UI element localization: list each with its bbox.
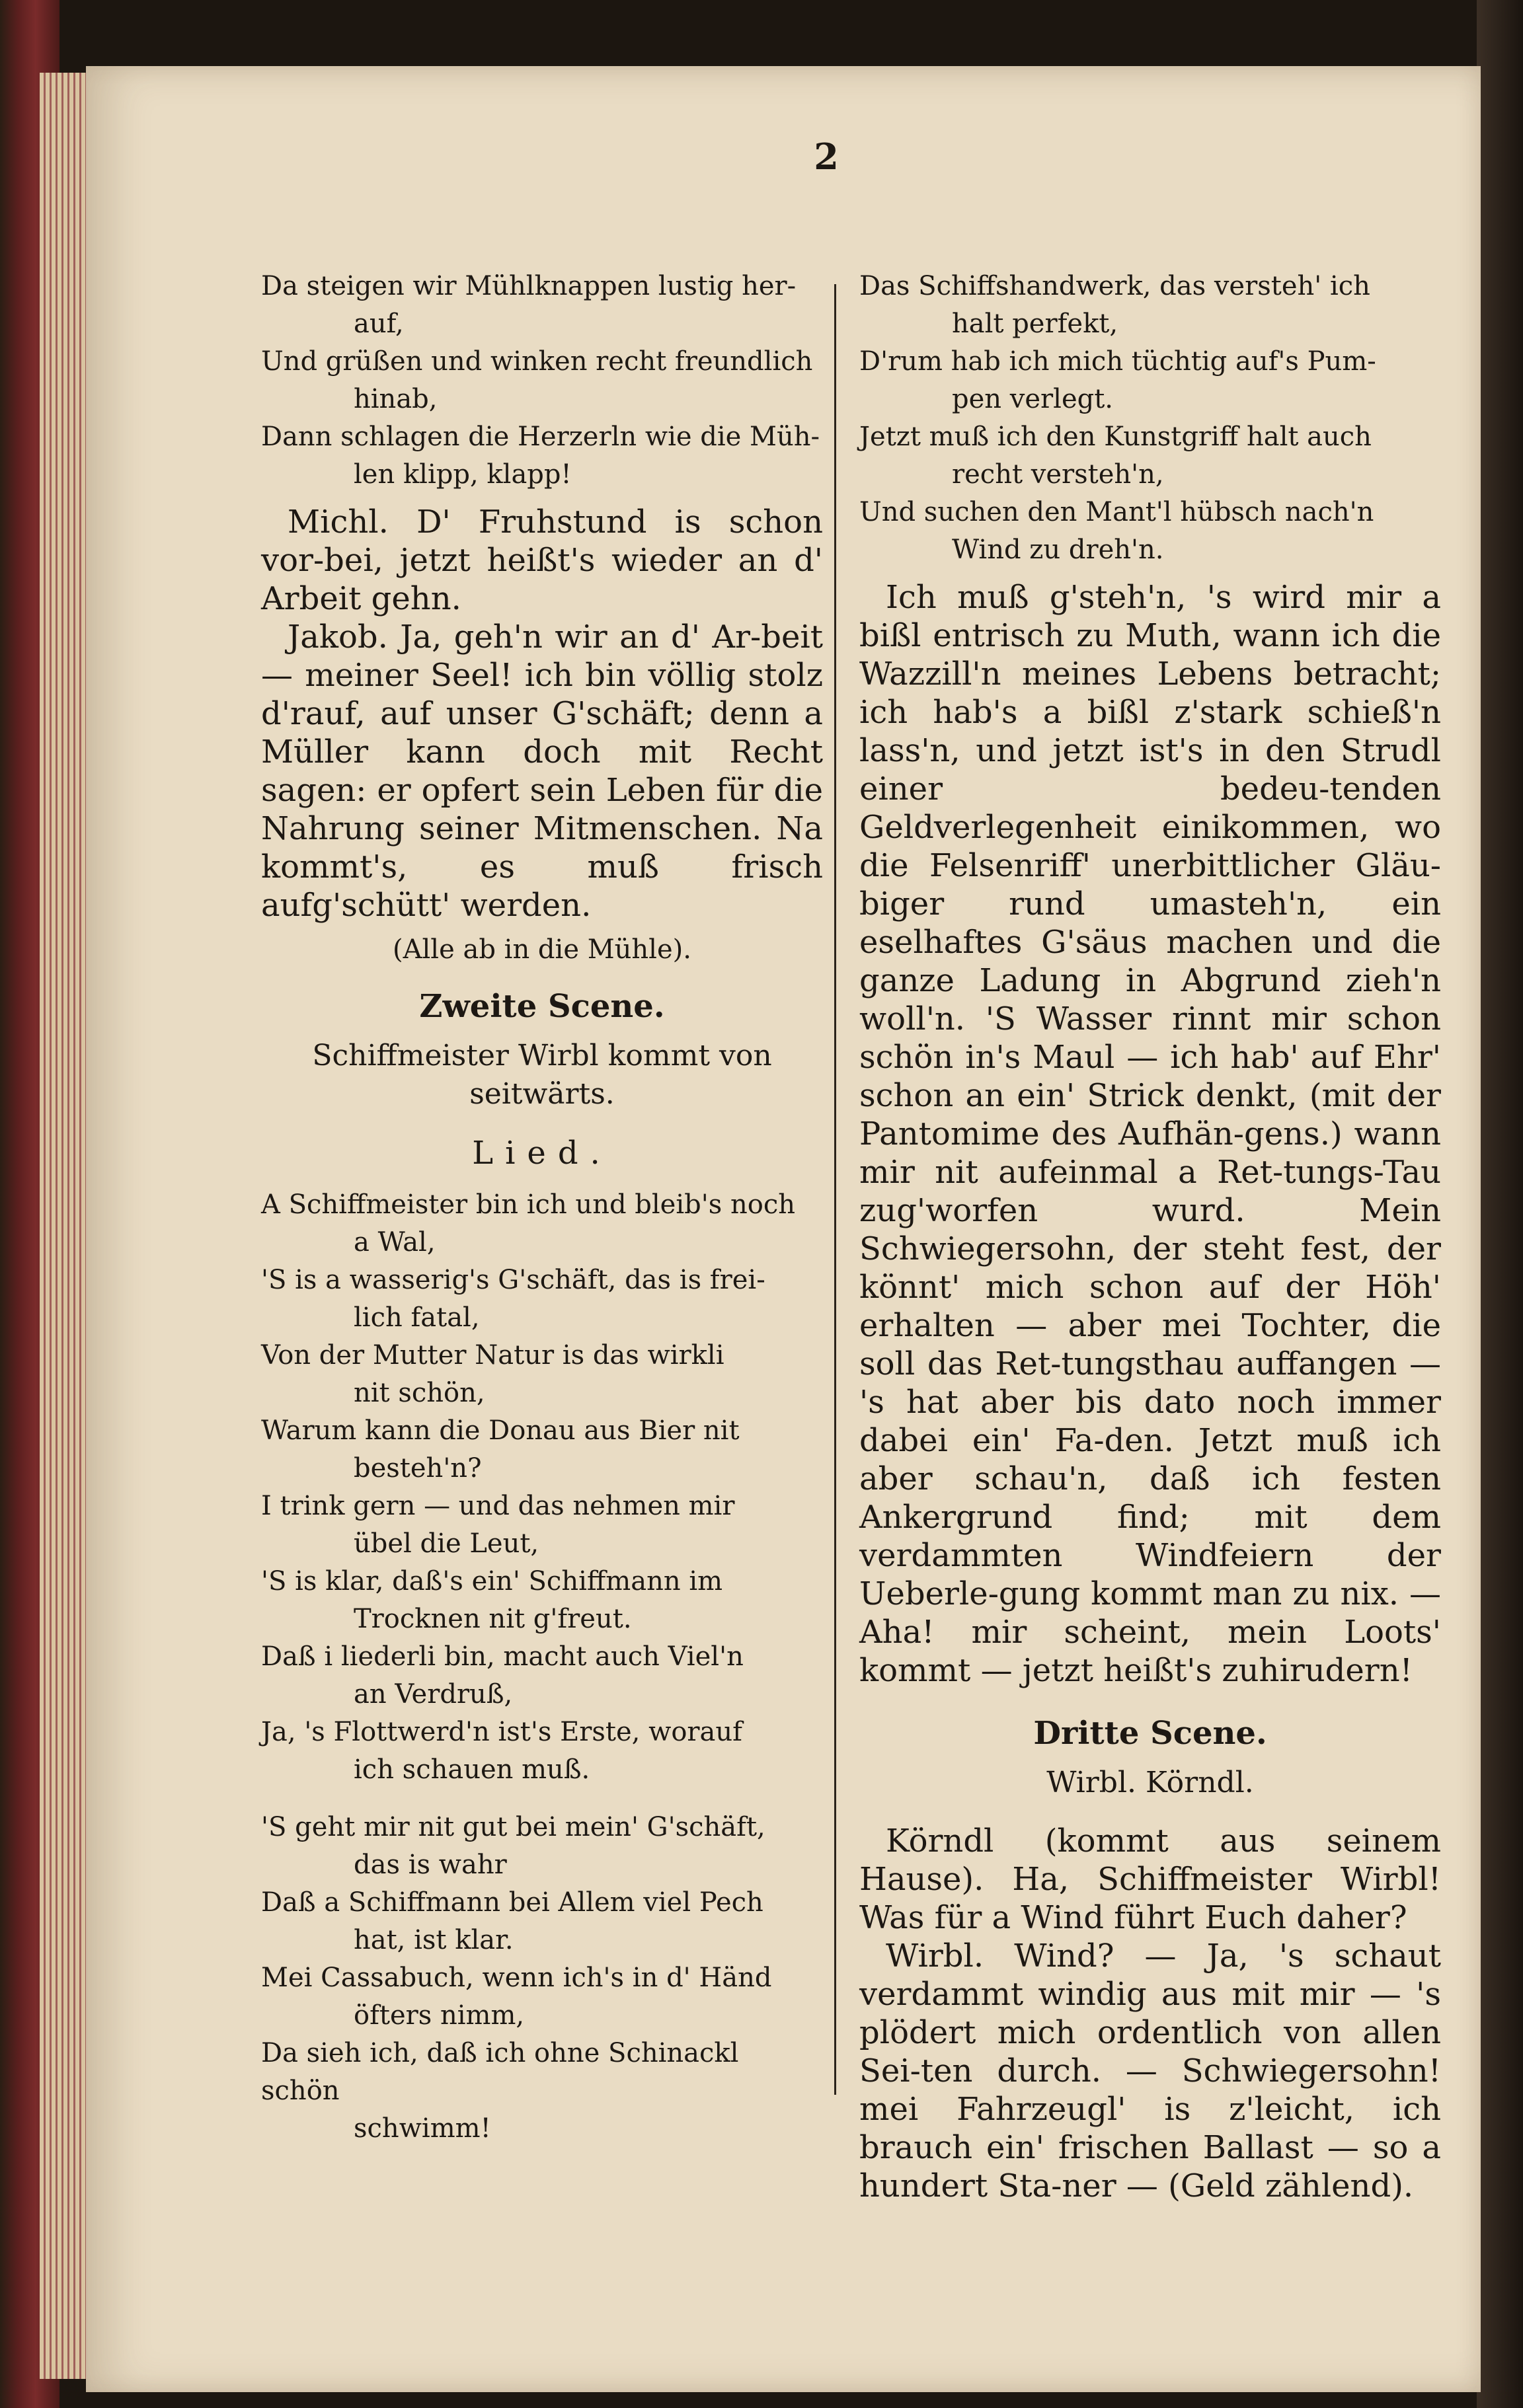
dialog-michl: Michl. D' Fruhstund is schon vor-bei, jetzt heißt's wieder an d' Arbeit gehn. — [261, 504, 823, 617]
dialog-wirbl: Wirbl. Wind? — Ja, 's schaut verdammt windig aus mit mir — 's plödert mich ordentlich von allen Sei-ten durch. — Schwiegersohn! mei Fahrzeugl' is z'leicht, ich brauch ein' frischen Ballast — so a hundert Sta-ner — (Geld zählend). — [859, 1938, 1441, 2204]
verse-block — [261, 268, 823, 494]
verse-line: Von der Mutter Natur is das wirkli — [261, 1340, 724, 1371]
scene-title: Zweite Scene. — [419, 988, 665, 1025]
verse-line: Warum kann die Donau aus Bier nit — [261, 1415, 740, 1446]
scene-characters: Wirbl. Körndl. — [1046, 1766, 1254, 1799]
verse-line: Jetzt muß ich den Kunstgriff halt auch — [859, 422, 1372, 452]
verse-line: 'S geht mir nit gut bei mein' G'schäft, — [261, 1812, 765, 1842]
verse-line: Da sieh ich, daß ich ohne Schinackl schön — [261, 2038, 739, 2106]
verse-line: A Schiffmeister bin ich und bleib's noch — [261, 1189, 795, 1220]
verse-line: 'S is klar, daß's ein' Schiffmann im — [261, 1566, 723, 1597]
verse-line: D'rum hab ich mich tüchtig auf's Pum- — [859, 346, 1376, 377]
verse-line: Da steigen wir Mühlknappen lustig her- — [261, 271, 797, 301]
verse-line: nit schön, — [354, 1378, 485, 1408]
verse-line: an Verdruß, — [354, 1679, 513, 1710]
verse-line: 'S is a wasserig's G'schäft, das is frei- — [261, 1265, 765, 1295]
dialog-jakob: Jakob. Ja, geh'n wir an d' Ar-beit — meiner Seel! ich bin völlig stolz d'rauf, auf unser G'schäft; denn a Müller kann doch mit Recht sagen: er opfert sein Leben für die Nahrung seiner Mitmenschen. Na kommt's, es muß frisch aufg'schütt' werden. — [261, 619, 823, 924]
stage-direction: (Alle ab in die Mühle). — [393, 934, 691, 965]
verse-line: Wind zu dreh'n. — [952, 535, 1164, 565]
verse-line: öfters nimm, — [354, 2000, 525, 2031]
page-edges — [40, 73, 93, 2379]
verse-line: len klipp, klapp! — [354, 459, 572, 490]
verse-line: I trink gern — und das nehmen mir — [261, 1491, 735, 1521]
song-title: Lied. — [472, 1135, 612, 1172]
dialog-koerndl: Körndl (kommt aus seinem Hause). Ha, Schiffmeister Wirbl! Was für a Wind führt Euch daher? — [859, 1823, 1441, 1936]
verse-line: übel die Leut, — [354, 1528, 539, 1559]
verse-block — [261, 1186, 823, 1789]
column-divider — [834, 284, 836, 2095]
verse-line: a Wal, — [354, 1227, 436, 1258]
verse-line: Das Schiffshandwerk, das versteh' ich — [859, 271, 1370, 301]
verse-line: Mei Cassabuch, wenn ich's in d' Händ — [261, 1963, 772, 1993]
verse-line: auf, — [354, 309, 404, 339]
verse-line: hat, ist klar. — [354, 1925, 514, 1955]
verse-block — [261, 1809, 823, 2148]
left-column — [261, 268, 823, 2148]
verse-block — [859, 268, 1441, 569]
verse-line: schwimm! — [354, 2113, 491, 2144]
verse-line: das is wahr — [354, 1850, 507, 1880]
verse-line: Daß i liederli bin, macht auch Viel'n — [261, 1641, 744, 1672]
verse-line: Trocknen nit g'freut. — [354, 1604, 632, 1634]
verse-line: hinab, — [354, 384, 438, 414]
verse-line: lich fatal, — [354, 1302, 480, 1333]
verse-line: Und suchen den Mant'l hübsch nach'n — [859, 497, 1374, 527]
verse-line: besteh'n? — [354, 1453, 482, 1484]
verse-line: recht versteh'n, — [952, 459, 1164, 490]
verse-line: Dann schlagen die Herzerln wie die Müh- — [261, 422, 820, 452]
page-number: 2 — [814, 135, 839, 178]
verse-line: Daß a Schiffmann bei Allem viel Pech — [261, 1887, 763, 1918]
verse-line: ich schauen muß. — [354, 1754, 590, 1785]
monologue: Ich muß g'steh'n, 's wird mir a bißl entrisch zu Muth, wann ich die Wazzill'n meines Lebens betracht; ich hab's a bißl z'stark schieß'n lass'n, und jetzt ist's in den Strudl einer bedeu-tenden Geldverlegenheit einikommen, wo die Felsenriff' unerbittlicher Gläu-biger rund umasteh'n, ein eselhaftes G'säus machen und die ganze Ladung in Abgrund zieh'n woll'n. 'S Wasser rinnt mir schon schön in's Maul — ich hab' auf Ehr' schon an ein' Strick denkt, (mit der Pantomime des Aufhän-gens.) wann mir nit aufeinmal a Ret-tungs-Tau zug'worfen wurd. Mein Schwiegersohn, der steht fest, der könnt' mich schon auf der Höh' erhalten — aber mei Tochter, die soll das Ret-tungsthau auffangen — 's hat aber bis dato noch immer dabei ein' Fa-den. Jetzt muß ich aber schau'n, daß ich festen Ankergrund find; mit dem verdammten Windfeiern der Ueberle-gung kommt man zu nix. — Aha! mir scheint, mein Loots' kommt — jetzt heißt's zuhirudern! — [859, 579, 1441, 1689]
verse-line: pen verlegt. — [952, 384, 1114, 414]
right-column — [859, 268, 1441, 2205]
verse-line: Und grüßen und winken recht freundlich — [261, 346, 813, 377]
scene-title: Dritte Scene. — [1033, 1715, 1267, 1752]
book-cover-edge — [1477, 0, 1523, 2408]
verse-line: Ja, 's Flottwerd'n ist's Erste, worauf — [261, 1717, 742, 1747]
verse-line: halt perfekt, — [952, 309, 1118, 339]
scene-characters: Schiffmeister Wirbl kommt von seitwärts. — [312, 1039, 772, 1111]
